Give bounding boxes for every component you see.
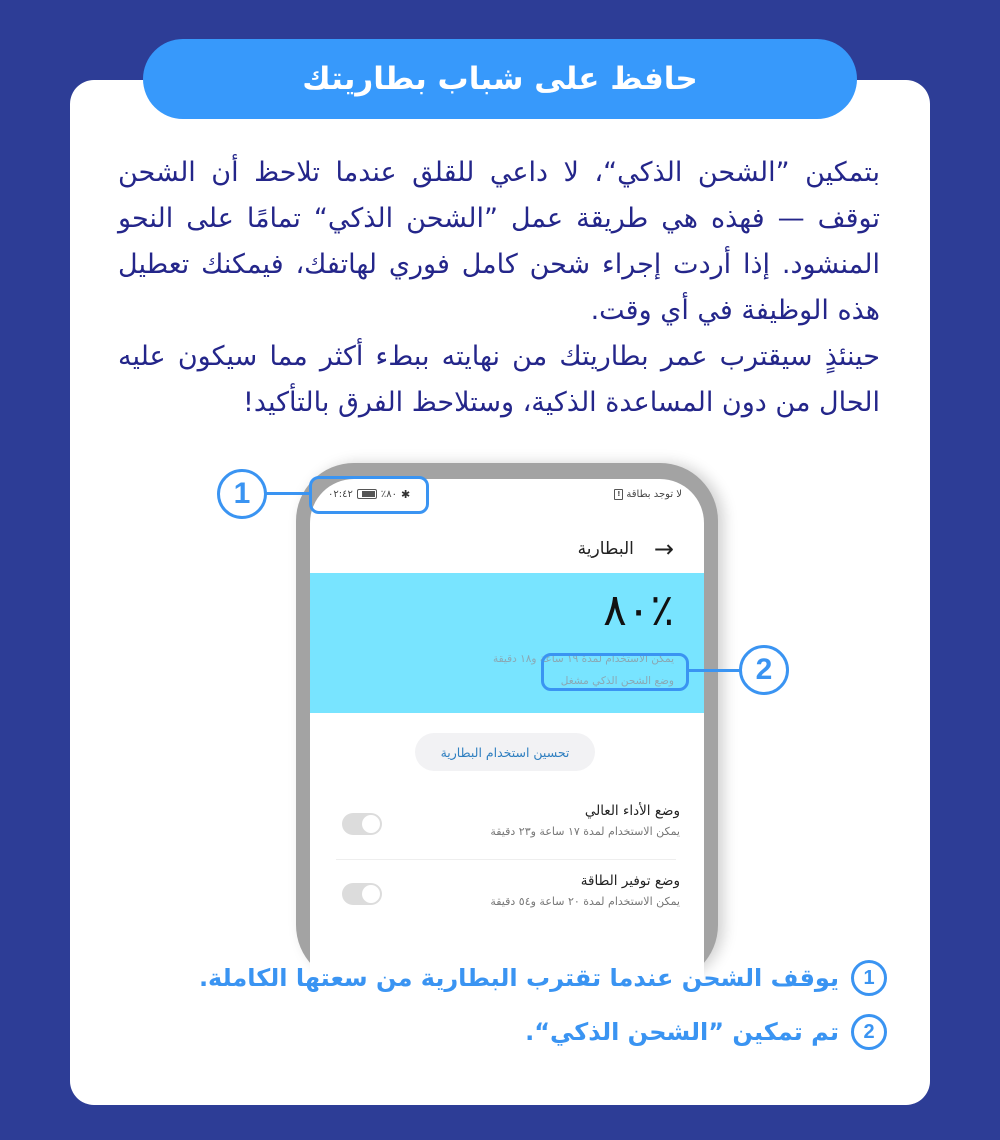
battery-usage-estimate: يمكن الاستخدام لمدة ١٩ ساعة و١٨ دقيقة — [492, 653, 674, 665]
status-time: ٠٢:٤٢ — [328, 488, 353, 500]
mode-title: وضع توفير الطاقة — [580, 873, 680, 889]
mode-subtitle: يمكن الاستخدام لمدة ١٧ ساعة و٢٣ دقيقة — [490, 825, 680, 838]
legend-text-2: تم تمكين ”الشحن الذكي“. — [525, 1018, 839, 1046]
callout-connector-1 — [265, 492, 311, 495]
phone-frame — [296, 463, 718, 983]
legend-item-2 — [525, 1014, 887, 1050]
status-bar-right — [614, 489, 682, 500]
callout-highlight-status-bar — [309, 476, 429, 514]
legend-number-2: 2 — [851, 1014, 887, 1050]
title-banner — [143, 39, 857, 119]
optimize-battery-button[interactable]: تحسين استخدام البطارية — [415, 733, 595, 771]
sim-card-alert-icon: ! — [614, 489, 623, 500]
battery-percent: ٪٨٠ — [603, 585, 674, 636]
callout-highlight-smart-charging — [541, 653, 689, 691]
sim-status: لا توجد بطاقة — [626, 488, 682, 500]
callout-marker-1: 1 — [217, 469, 267, 519]
screen-title: البطارية — [577, 539, 634, 559]
phone-screen — [310, 479, 704, 999]
bluetooth-icon: ✱ — [400, 487, 411, 501]
mode-text — [490, 873, 680, 908]
high-performance-mode-row[interactable] — [334, 797, 680, 859]
intro-paragraph-2: حينئذٍ سيقترب عمر بطاريتك من نهايته ببطء أكثر مما سيكون عليه الحال من دون المساعدة الذكية، وستلاحظ الفرق بالتأكيد! — [118, 341, 880, 418]
legend-number-1: 1 — [851, 960, 887, 996]
callout-connector-2 — [687, 669, 740, 672]
mode-title: وضع الأداء العالي — [584, 803, 680, 819]
callout-marker-2: 2 — [739, 645, 789, 695]
legend-text-1: يوقف الشحن عندما تقترب البطارية من سعتها الكاملة. — [198, 964, 839, 992]
screen-header — [578, 537, 674, 561]
back-arrow-icon[interactable]: → — [653, 535, 674, 563]
legend-item-1 — [199, 960, 887, 996]
mode-subtitle: يمكن الاستخدام لمدة ٢٠ ساعة و٥٤ دقيقة — [490, 895, 680, 908]
status-battery-percent: ٪٨٠ — [380, 488, 397, 500]
intro-text — [118, 150, 880, 426]
power-saving-toggle[interactable] — [342, 883, 382, 905]
power-saving-mode-row[interactable] — [334, 867, 680, 929]
intro-paragraph-1: بتمكين ”الشحن الذكي“، لا داعي للقلق عندما تلاحظ أن الشحن توقف — فهذه هي طريقة عمل ”الشحن الذكي“ تمامًا على النحو المنشود. إذا أردت إجراء شحن كامل فوري لهاتفك، فيمكنك تعطيل هذه الوظيفة في أي وقت. — [118, 157, 880, 326]
page-title: حافظ على شباب بطاريتك — [302, 61, 698, 97]
high-performance-toggle[interactable] — [342, 813, 382, 835]
divider — [336, 859, 676, 860]
mode-text — [490, 803, 680, 838]
battery-status-panel — [310, 573, 704, 713]
smart-charging-status: وضع الشحن الذكي مشغل — [560, 675, 674, 687]
